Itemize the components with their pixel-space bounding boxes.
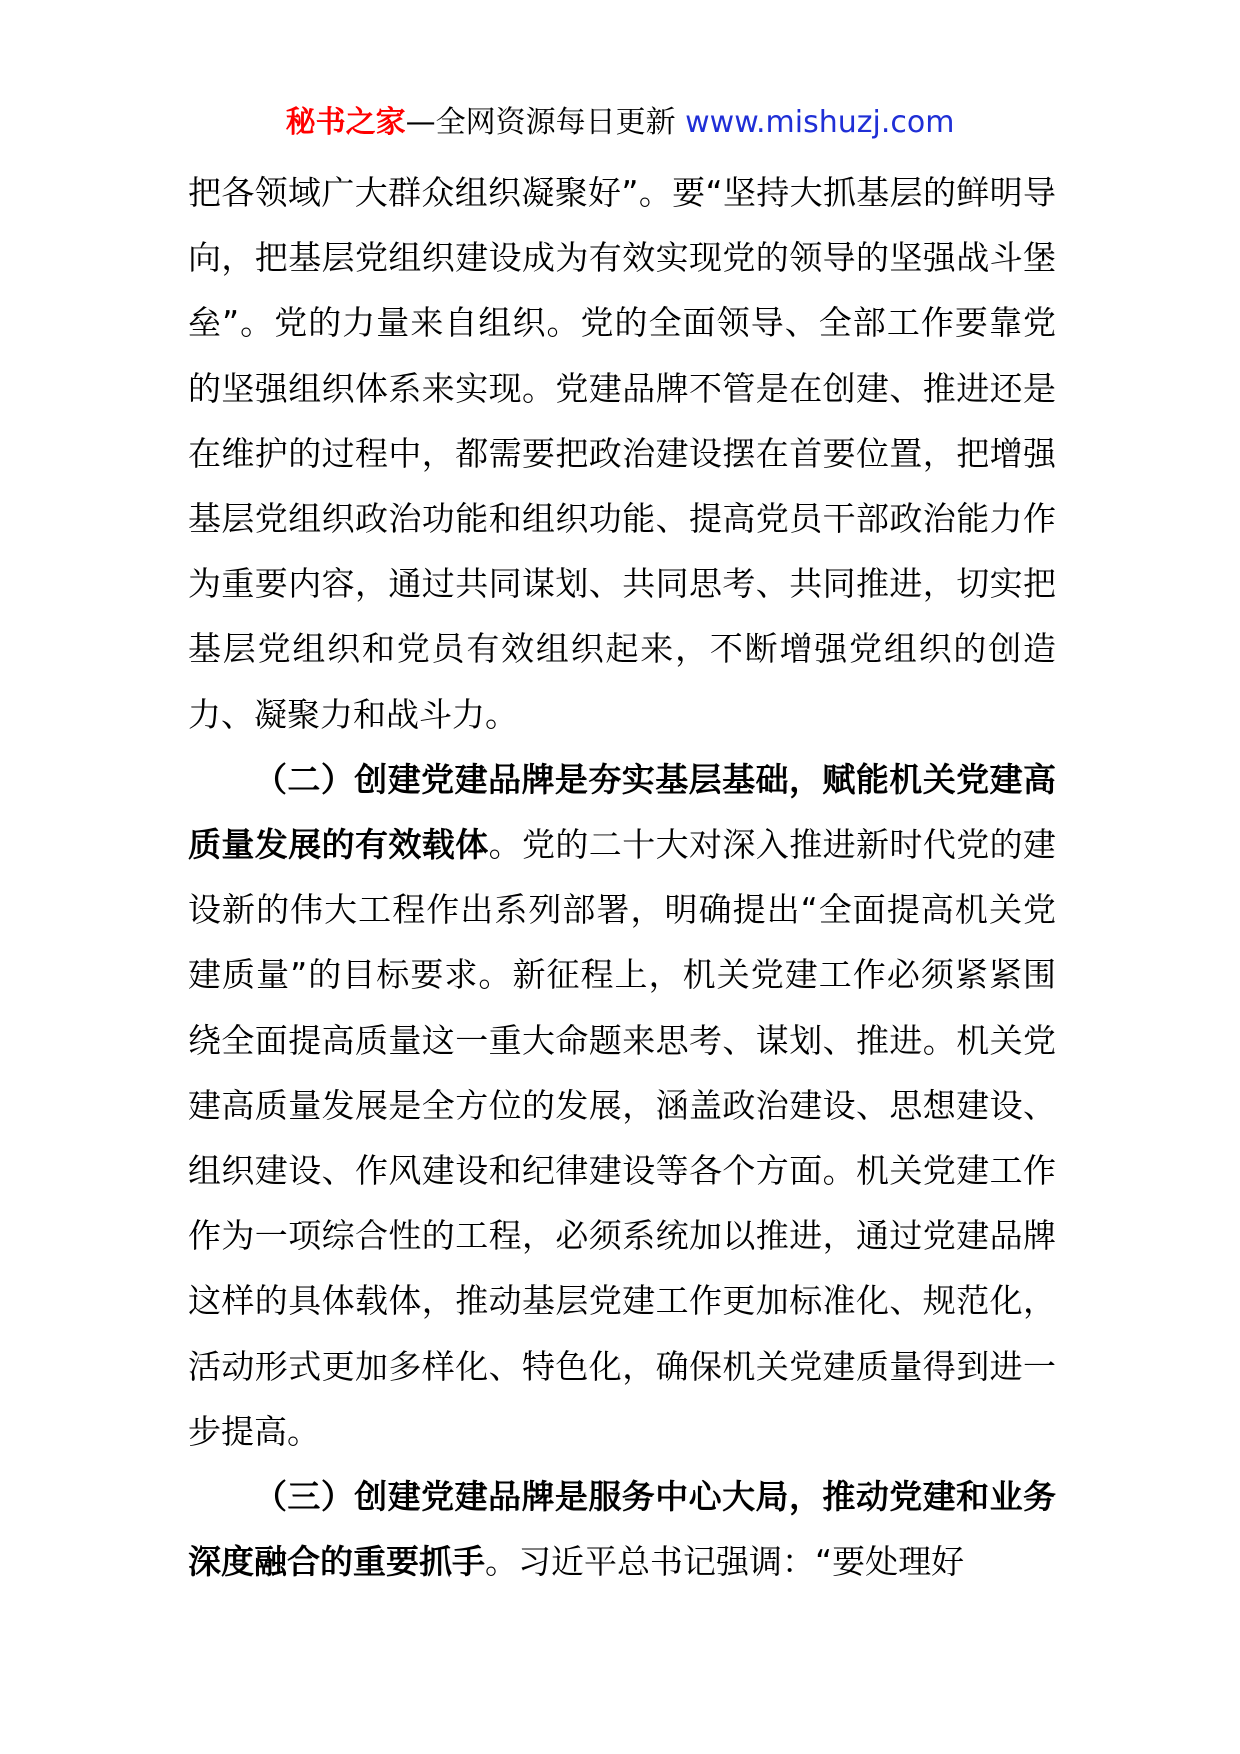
page-header (0, 100, 1240, 146)
header-tagline: —全网资源每日更新 (405, 105, 686, 140)
paragraph-3-text: 。习近平总书记强调：“要处理好 (485, 1542, 965, 1582)
header-url-link[interactable]: www.mishuzj.com (685, 105, 955, 140)
header-brand: 秘书之家 (285, 105, 406, 140)
paragraph-1-text: 把各领域广大群众组织凝聚好”。要“坚持大抓基层的鲜明导向，把基层党组织建设成为有效实现党的领导的坚强战斗堡垒”。党的力量来自组织。党的全面领导、全部工作要靠党的坚强组织体系来实现。党建品牌不管是在创建、推进还是在维护的过程中，都需要把政治建设摆在首要位置，把增强基层党组织政治功能和组织功能、提高党员干部政治能力作为重要内容，通过共同谋划、共同思考、共同推进，切实把基层党组织和党员有效组织起来，不断增强党组织的创造力、凝聚力和战斗力。 (188, 173, 1056, 734)
paragraph-2-heading: （二）创建党建品牌是夯实基层基础，赋能机关党建高质量发展的有效载体 (188, 759, 1056, 865)
paragraph-3-heading: （三）创建党建品牌是服务中心大局，推动党建和业务深度融合的重要抓手 (188, 1477, 1056, 1582)
paragraph-2-text: 。党的二十大对深入推进新时代党的建设新的伟大工程作出系列部署，明确提出“全面提高机关党建质量”的目标要求。新征程上，机关党建工作必须紧紧围绕全面提高质量这一重大命题来思考、谋划、推进。机关党建高质量发展是全方位的发展，涵盖政治建设、思想建设、组织建设、作风建设和纪律建设等各个方面。机关党建工作作为一项综合性的工程，必须系统加以推进，通过党建品牌这样的具体载体，推动基层党建工作更加标准化、规范化，活动形式更加多样化、特色化，确保机关党建质量得到进一步提高。 (188, 825, 1057, 1451)
paragraph-3 (188, 1464, 1056, 1594)
paragraph-1 (188, 160, 1056, 747)
document-body (188, 160, 1056, 1594)
paragraph-2 (188, 747, 1056, 1464)
